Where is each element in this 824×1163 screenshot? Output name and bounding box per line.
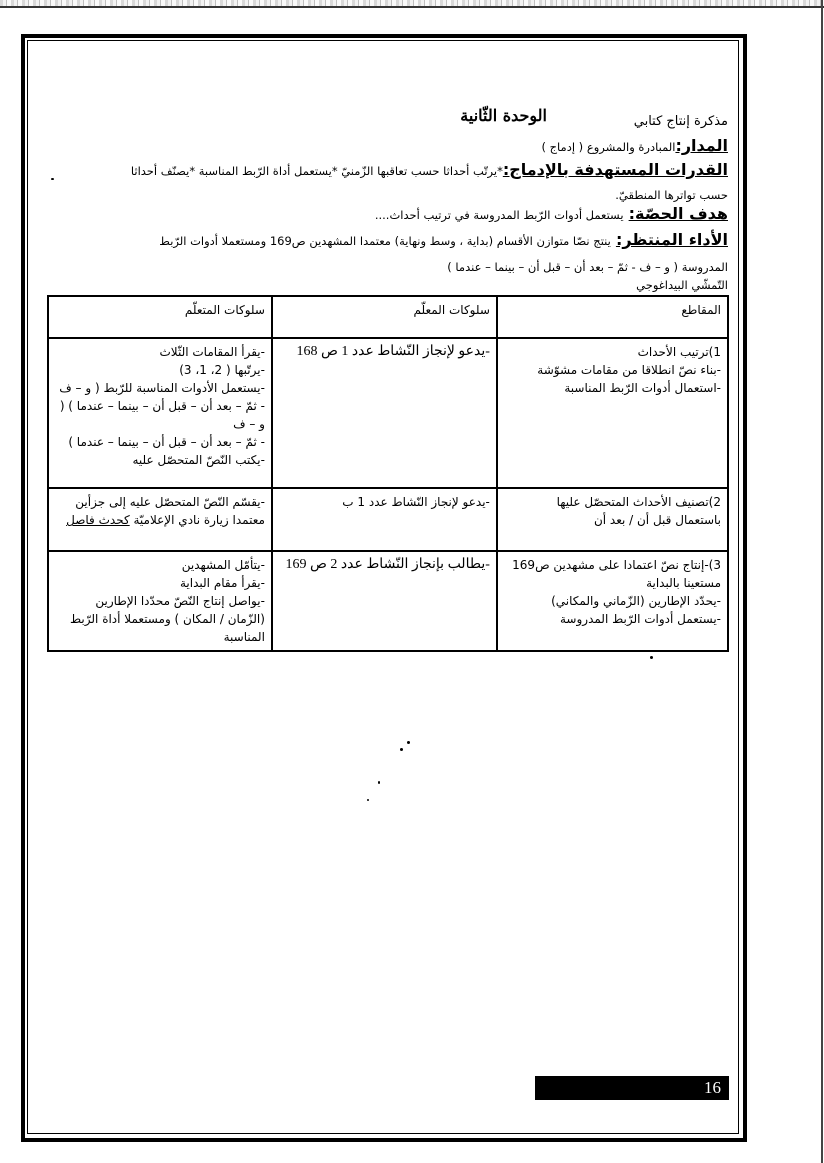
segment-title: 2)تصنيف الأحداث المتحصّل عليها — [556, 495, 721, 509]
abilities-value-continued: حسب تواترها المنطقيّ. — [615, 188, 728, 202]
teacher-action: -يدعو لإنجاز النّشاط عدد 1 ص 168 — [296, 344, 490, 359]
title-row — [634, 110, 728, 129]
lesson-goal-row — [375, 204, 728, 223]
learner-action: -يواصل إنتاج النّصّ محدّدا الإطارين (الزّمان / المكان ) ومستعملا أداة الرّبط المناسبة — [70, 594, 265, 644]
expected-performance-value-continued: المدروسة ( و – ف - ثمّ – بعد أن – قبل أن – بينما – عندما ) — [447, 260, 728, 274]
teacher-action: -يدعو لإنجاز النّشاط عدد 1 ب — [342, 495, 490, 509]
segment-step: -يستعمل أدوات الرّبط المدروسة — [559, 612, 721, 626]
domain-value: المبادرة والمشروع ( إدماج ) — [541, 140, 676, 154]
scan-speck — [650, 656, 653, 659]
unit-row — [460, 106, 547, 125]
lesson-goal-value: يستعمل أدوات الرّبط المدروسة في ترتيب أحداث.... — [374, 208, 624, 222]
scan-speck — [367, 799, 369, 801]
learner-action: -يتأمّل المشهدين — [181, 558, 265, 572]
learner-cell — [48, 338, 272, 488]
table-row — [48, 488, 728, 551]
scan-speck — [407, 741, 410, 744]
unit-title: الوحدة الثّانية — [460, 106, 547, 125]
segment-step: -بناء نصّ انطلاقا من مقامات مشوّشة — [537, 363, 721, 377]
pedagogical-flow-row — [636, 274, 728, 293]
lesson-goal-label: هدف الحصّة: — [628, 204, 728, 223]
pedagogical-flow-label: التّمشّي البيداغوجي — [636, 278, 728, 292]
expected-performance-label: الأداء المنتظر: — [615, 230, 728, 249]
abilities-label: القدرات المستهدفة بالإدماج: — [502, 160, 728, 179]
page-number: 16 — [704, 1078, 721, 1097]
learner-action-emphasis: كحدث فاصل — [66, 513, 130, 527]
domain-label: المدار: — [675, 136, 728, 155]
abilities-row — [131, 160, 728, 179]
page-number-bar — [535, 1076, 729, 1100]
segment-cell — [497, 488, 728, 551]
learner-action: - ثمّ – بعد أن – قبل أن – بينما – عندما ) — [68, 435, 265, 449]
segment-cell — [497, 551, 728, 651]
segment-step: -استعمال أدوات الرّبط المناسبة — [564, 381, 721, 395]
segment-cell — [497, 338, 728, 488]
teacher-cell — [272, 488, 497, 551]
teacher-cell — [272, 338, 497, 488]
header-teacher-behaviors: سلوكات المعلّم — [272, 296, 497, 338]
segment-step: باستعمال قبل أن / بعد أن — [593, 513, 721, 527]
learner-action: -يستعمل الأدوات المناسبة للرّبط ( و – ف - ثمّ – بعد أن – قبل أن – بينما – عندما ) ( و – ف — [59, 381, 265, 431]
learner-cell — [48, 551, 272, 651]
table-header-row — [48, 296, 728, 338]
learner-action: -يقرأ المقامات الثّلاث — [159, 345, 265, 359]
scan-edge-right — [821, 0, 823, 1163]
learner-action: -يقسّم النّصّ المتحصّل عليه إلى جزأين معتمدا زيارة نادي الإعلاميّة — [75, 495, 265, 527]
header-learner-behaviors: سلوكات المتعلّم — [48, 296, 272, 338]
learner-action: -يقرأ مقام البداية — [180, 576, 265, 590]
header-segments: المقاطع — [497, 296, 728, 338]
lesson-plan-table — [47, 295, 729, 652]
scan-edge-top — [0, 0, 824, 8]
document-type: مذكرة إنتاج كتابي — [633, 114, 728, 129]
abilities-value: *يرتّب أحداثا حسب تعاقبها الزّمنيّ *يستعمل أداة الرّبط المناسبة *يصنّف أحداثا — [130, 164, 503, 178]
table-row — [48, 551, 728, 651]
learner-action: -يكتب النّصّ المتحصّل عليه — [132, 453, 265, 467]
scan-speck — [378, 781, 380, 784]
table-row — [48, 338, 728, 488]
expected-performance-row — [159, 230, 728, 249]
domain-row — [541, 136, 728, 155]
scan-speck — [400, 748, 403, 751]
segment-title: 1)ترتيب الأحداث — [637, 345, 721, 359]
segment-step: -يحدّد الإطارين (الزّماني والمكاني) — [551, 594, 721, 608]
abilities-row-2 — [615, 184, 728, 203]
expected-performance-row-2 — [447, 256, 728, 275]
teacher-cell — [272, 551, 497, 651]
expected-performance-value: ينتج نصّا متوازن الأقسام (بداية ، وسط ونهاية) معتمدا المشهدين ص169 ومستعملا أدوات الرّبط — [159, 234, 611, 248]
scan-speck — [51, 178, 54, 180]
teacher-action: -يطالب بإنجاز النّشاط عدد 2 ص 169 — [285, 557, 490, 572]
learner-cell — [48, 488, 272, 551]
learner-action: -يرتّبها ( 2، 1، 3) — [179, 363, 265, 377]
segment-title: 3)-إنتاج نصّ اعتمادا على مشهدين ص169 مستعينا بالبداية — [512, 558, 721, 590]
